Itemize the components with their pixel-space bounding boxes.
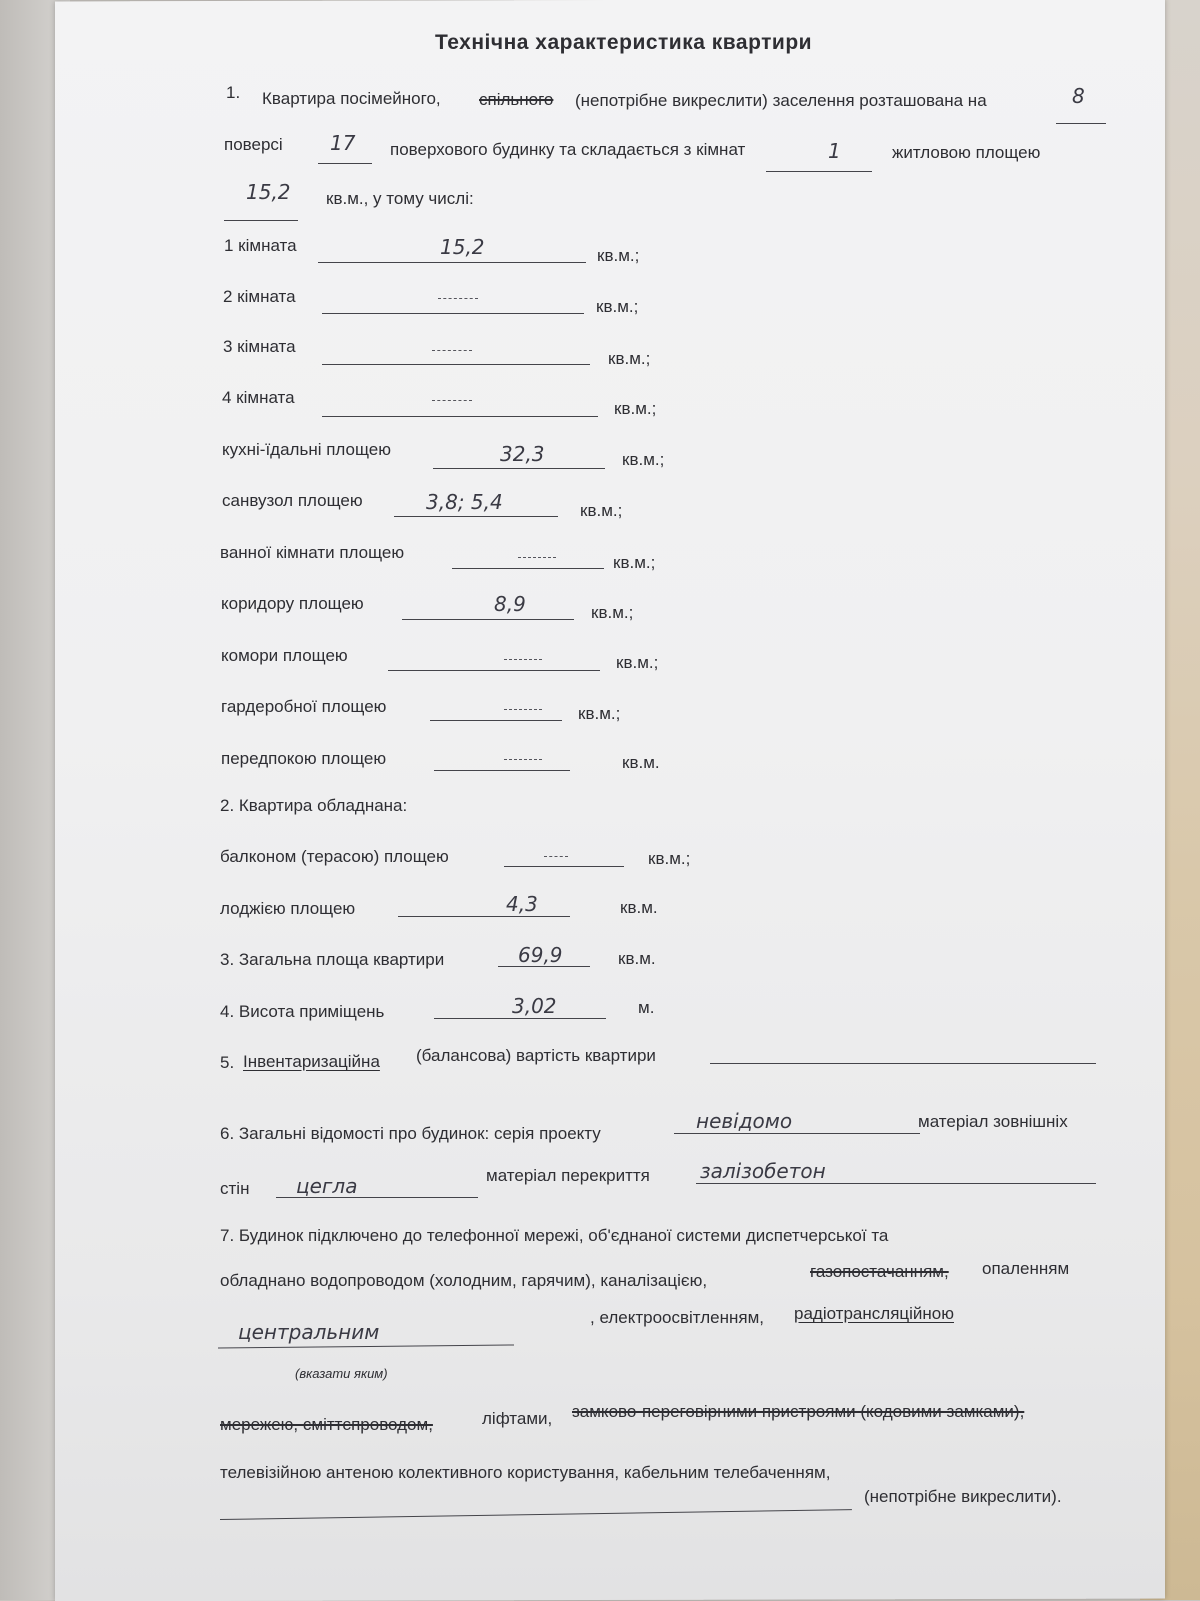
s1-number: 1.	[226, 83, 241, 102]
floor-line	[1056, 123, 1106, 124]
balcony-value-dash	[544, 856, 568, 857]
row-label: 1 кімната	[224, 236, 297, 255]
row-unit: кв.м.;	[616, 653, 659, 672]
total-area-value: 69,9	[518, 943, 563, 967]
heating-hint: (вказати яким)	[295, 1366, 388, 1381]
row-line	[433, 468, 605, 469]
s1-text-d: поверхового будинку та складається з кімнат	[390, 140, 746, 159]
loggia-line	[398, 916, 570, 917]
s7-line-b: обладнано водопроводом (холодним, гарячим), каналізацією,	[220, 1271, 708, 1290]
s1-text-e: житловою площею	[892, 143, 1041, 162]
s6-text-a: 6. Загальні відомості про будинок: серія проекту	[220, 1124, 601, 1143]
total-area-label: 3. Загальна площа квартири	[220, 950, 445, 969]
row-value-dash	[432, 350, 472, 351]
row-label: коридору площею	[221, 594, 364, 613]
row-value: 3,8; 5,4	[426, 490, 503, 514]
s7-line-a: 7. Будинок підключено до телефонної мережі, об'єднаної системи диспетчерської та	[220, 1226, 889, 1245]
row-value: 8,9	[494, 592, 526, 616]
height-unit: м.	[638, 998, 655, 1017]
row-value-dash	[438, 298, 478, 299]
row-unit: кв.м.;	[580, 501, 623, 520]
s7-text-lifts: ліфтами,	[482, 1409, 553, 1428]
s2-heading: 2. Квартира обладнана:	[220, 796, 408, 815]
row-line	[322, 364, 590, 365]
row-value-dash	[504, 659, 542, 660]
row-label: ванної кімнати площею	[220, 543, 405, 562]
row-label: санвузол площею	[222, 491, 363, 510]
s5-text: (балансова) вартість квартири	[416, 1046, 656, 1065]
rooms-value: 1	[828, 139, 841, 163]
s1-text-f: кв.м., у тому числі:	[326, 189, 474, 208]
s7-underlined-radio: радіотрансляційною	[794, 1304, 954, 1323]
row-value-dash	[518, 557, 556, 558]
total-area-line	[498, 966, 590, 967]
loggia-value: 4,3	[506, 892, 538, 916]
row-label: 2 кімната	[223, 287, 296, 306]
s6-text-c: стін	[220, 1179, 250, 1198]
heating-type-value: центральним	[238, 1320, 380, 1344]
floor-value: 8	[1072, 84, 1085, 108]
walls-material-line	[276, 1197, 478, 1198]
height-value: 3,02	[512, 994, 557, 1018]
row-unit: кв.м.;	[613, 553, 656, 572]
row-label: комори площею	[221, 646, 348, 665]
row-value-dash	[432, 400, 472, 401]
balcony-line	[504, 866, 624, 867]
living-area-line	[224, 220, 298, 221]
row-line	[394, 516, 558, 517]
row-label: 4 кімната	[222, 388, 295, 407]
s5-underlined-word: Інвентаризаційна	[243, 1052, 380, 1071]
row-unit: кв.м.;	[596, 297, 639, 316]
row-line	[388, 670, 600, 671]
s7-struck-gas: газопостачанням,	[810, 1262, 949, 1281]
s1-struck-word: спільного	[479, 90, 554, 109]
row-label: гардеробної площею	[221, 697, 387, 716]
height-label: 4. Висота приміщень	[220, 1002, 385, 1021]
height-line	[434, 1018, 606, 1019]
s1-text-c: поверсі	[224, 135, 283, 154]
row-value-dash	[504, 709, 542, 710]
s6-text-b: матеріал зовнішніх	[918, 1112, 1068, 1131]
s7-extra-line	[220, 1509, 852, 1520]
row-unit: кв.м.;	[614, 399, 657, 418]
row-line	[318, 262, 586, 263]
project-series-value: невідомо	[696, 1109, 793, 1133]
floor-slabs-value: залізобетон	[700, 1159, 826, 1183]
s7-struck-network: мережею, сміттєпроводом,	[220, 1415, 433, 1434]
row-label: передпокою площею	[221, 749, 387, 768]
walls-material-value: цегла	[296, 1174, 358, 1198]
row-value: 32,3	[500, 442, 545, 466]
s1-text-b: (непотрібне викреслити) заселення розташована на	[575, 91, 987, 110]
row-unit: кв.м.	[622, 753, 660, 772]
loggia-label: лоджією площею	[220, 899, 356, 918]
row-line	[402, 619, 574, 620]
row-label: 3 кімната	[223, 337, 296, 356]
row-unit: кв.м.;	[591, 603, 634, 622]
s7-text-c: , електроосвітленням,	[590, 1308, 764, 1327]
row-unit: кв.м.;	[597, 246, 640, 265]
loggia-unit: кв.м.	[620, 898, 658, 917]
row-line	[452, 568, 604, 569]
row-line	[430, 720, 562, 721]
row-value: 15,2	[440, 235, 485, 259]
row-line	[434, 770, 570, 771]
floors-total-value: 17	[330, 131, 356, 155]
total-area-unit: кв.м.	[618, 949, 656, 968]
row-label: кухні-їдальні площею	[222, 440, 391, 459]
rooms-line	[766, 171, 872, 172]
s5-value-line	[710, 1063, 1096, 1064]
s5-prefix: 5.	[220, 1053, 235, 1072]
floors-total-line	[318, 163, 372, 164]
balcony-unit: кв.м.;	[648, 849, 691, 868]
s7-line-e: телевізійною антеною колективного користування, кабельним телебаченням,	[220, 1463, 831, 1482]
balcony-label: балконом (терасою) площею	[220, 847, 449, 866]
s7-line-f: (непотрібне викреслити).	[864, 1487, 1062, 1506]
s6-text-d: матеріал перекриття	[486, 1166, 650, 1185]
row-unit: кв.м.;	[578, 704, 621, 723]
row-value-dash	[504, 759, 542, 760]
row-line	[322, 416, 598, 417]
document-title: Технічна характеристика квартири	[435, 31, 813, 54]
living-area-value: 15,2	[246, 180, 291, 204]
s1-text-a: Квартира посімейного,	[262, 89, 441, 108]
heating-type-line	[218, 1344, 514, 1348]
row-unit: кв.м.;	[622, 450, 665, 469]
s7-text-heating: опаленням	[982, 1259, 1070, 1278]
floor-slabs-line	[696, 1183, 1096, 1184]
s7-struck-intercoms: замково-переговірними пристроями (кодовими замками),	[572, 1402, 1025, 1421]
row-line	[322, 313, 584, 314]
project-series-line	[674, 1133, 920, 1134]
row-unit: кв.м.;	[608, 349, 651, 368]
